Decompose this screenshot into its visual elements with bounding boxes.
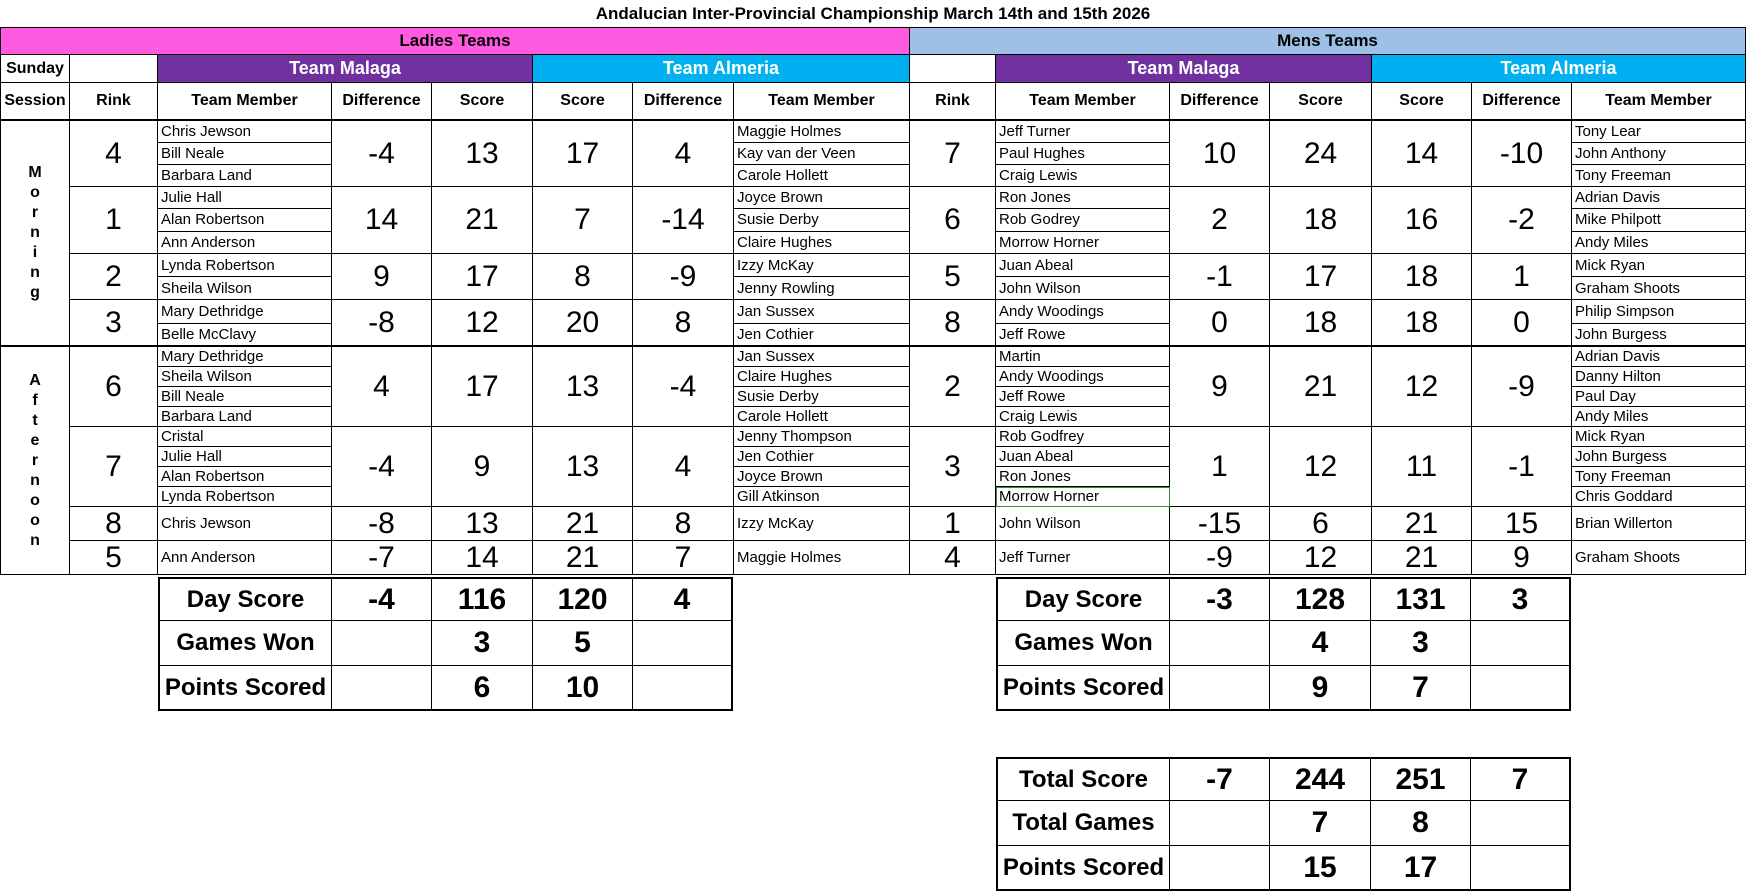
team-member-name[interactable]: Alan Robertson — [158, 209, 332, 231]
score-value[interactable]: 21 — [533, 541, 633, 575]
team-member-name[interactable]: Barbara Land — [158, 165, 332, 187]
score-value[interactable]: 16 — [1372, 187, 1472, 254]
summary-label[interactable]: Points Scored — [996, 666, 1170, 711]
team-member-name[interactable]: Mike Philpott — [1572, 209, 1746, 231]
difference-value[interactable]: -14 — [633, 187, 734, 254]
summary-value[interactable]: 9 — [1270, 666, 1371, 711]
difference-value[interactable]: 4 — [633, 121, 734, 187]
ladies-teams-header[interactable]: Ladies Teams — [0, 27, 910, 55]
summary-value[interactable]: 244 — [1270, 757, 1371, 801]
summary-value[interactable]: 120 — [533, 577, 633, 621]
team-member-name[interactable]: Mary Dethridge — [158, 300, 332, 324]
summary-label[interactable]: Games Won — [158, 621, 332, 666]
summary-value[interactable] — [1170, 666, 1270, 711]
difference-value[interactable]: -15 — [1170, 507, 1270, 541]
session-letter: o — [30, 511, 40, 529]
team-member-name[interactable]: John Wilson — [996, 507, 1170, 541]
team-member-name[interactable]: John Burgess — [1572, 447, 1746, 467]
team-member-name[interactable]: Tony Freeman — [1572, 467, 1746, 487]
summary-value[interactable]: -3 — [1170, 577, 1270, 621]
team-member-name[interactable]: Andy Miles — [1572, 232, 1746, 254]
summary-value[interactable] — [1471, 846, 1571, 891]
team-member-name[interactable]: John Anthony — [1572, 143, 1746, 165]
sheet-title[interactable]: Andalucian Inter-Provincial Championship March 14th and 15th 2026 — [595, 3, 1151, 23]
difference-value[interactable]: 9 — [1472, 541, 1572, 575]
difference-value[interactable]: 1 — [1170, 427, 1270, 507]
team-member-name[interactable]: Izzy McKay — [734, 254, 910, 277]
summary-value[interactable]: -4 — [332, 577, 432, 621]
team-member-name[interactable]: Adrian Davis — [1572, 187, 1746, 209]
score-value[interactable]: 7 — [533, 187, 633, 254]
rink-number[interactable]: 4 — [70, 121, 158, 187]
difference-value[interactable]: -8 — [332, 300, 432, 347]
team-member-name[interactable]: Joyce Brown — [734, 187, 910, 209]
session-letter: n — [30, 471, 40, 489]
summary-value[interactable]: 116 — [432, 577, 533, 621]
col-header-difference[interactable]: Difference — [332, 83, 432, 121]
team-member-name[interactable]: John Wilson — [996, 277, 1170, 300]
session-letter: t — [32, 411, 38, 429]
summary-value[interactable]: 3 — [1371, 621, 1471, 666]
session-letter: n — [30, 264, 40, 281]
difference-value[interactable]: -4 — [633, 347, 734, 427]
team-member-name[interactable]: Lynda Robertson — [158, 254, 332, 277]
rink-number[interactable]: 5 — [910, 254, 996, 300]
difference-value[interactable]: -9 — [1472, 347, 1572, 427]
team-member-name[interactable]: Lynda Robertson — [158, 487, 332, 507]
session-letter: o — [30, 491, 40, 509]
rink-number[interactable]: 2 — [70, 254, 158, 300]
summary-value[interactable] — [332, 621, 432, 666]
team-member-name[interactable]: Graham Shoots — [1572, 277, 1746, 300]
col-header-score[interactable]: Score — [1372, 83, 1472, 121]
team-member-name[interactable]: Brian Willerton — [1572, 507, 1746, 541]
score-value[interactable]: 9 — [432, 427, 533, 507]
team-member-name[interactable]: Morrow Horner — [996, 487, 1170, 507]
difference-value[interactable]: -10 — [1472, 121, 1572, 187]
summary-label[interactable]: Total Games — [996, 801, 1170, 846]
difference-value[interactable]: 15 — [1472, 507, 1572, 541]
team-member-name[interactable]: Joyce Brown — [734, 467, 910, 487]
team-member-name[interactable]: Jen Cothier — [734, 324, 910, 348]
difference-value[interactable]: 2 — [1170, 187, 1270, 254]
summary-value[interactable]: 5 — [533, 621, 633, 666]
team-member-name[interactable]: Ann Anderson — [158, 541, 332, 575]
team-member-name[interactable]: Jeff Rowe — [996, 324, 1170, 348]
team-member-name[interactable]: Julie Hall — [158, 187, 332, 209]
summary-value[interactable]: 10 — [533, 666, 633, 711]
score-value[interactable]: 21 — [432, 187, 533, 254]
rink-number[interactable]: 2 — [910, 347, 996, 427]
difference-value[interactable]: -2 — [1472, 187, 1572, 254]
difference-value[interactable]: 0 — [1472, 300, 1572, 347]
col-header-difference[interactable]: Difference — [633, 83, 734, 121]
session-letter: g — [30, 284, 40, 301]
summary-value[interactable]: 4 — [1270, 621, 1371, 666]
difference-value[interactable]: 0 — [1170, 300, 1270, 347]
summary-value[interactable] — [633, 621, 733, 666]
score-value[interactable]: 21 — [1372, 541, 1472, 575]
rink-number[interactable]: 1 — [70, 187, 158, 254]
summary-value[interactable] — [332, 666, 432, 711]
team-member-name[interactable]: Danny Hilton — [1572, 367, 1746, 387]
team-member-name[interactable]: Kay van der Veen — [734, 143, 910, 165]
score-value[interactable]: 17 — [533, 121, 633, 187]
rink-number[interactable]: 1 — [910, 507, 996, 541]
team-member-name[interactable]: Cristal — [158, 427, 332, 447]
team-member-name[interactable]: Chris Jewson — [158, 121, 332, 143]
score-value[interactable]: 21 — [1372, 507, 1472, 541]
session-letter: r — [31, 451, 39, 469]
session-letter: e — [30, 431, 40, 449]
team-member-name[interactable]: Carole Hollett — [734, 165, 910, 187]
score-value[interactable]: 12 — [432, 300, 533, 347]
score-value[interactable]: 18 — [1270, 300, 1372, 347]
team-member-name[interactable]: Mick Ryan — [1572, 427, 1746, 447]
difference-value[interactable]: -4 — [332, 427, 432, 507]
score-value[interactable]: 21 — [1270, 347, 1372, 427]
team-member-name[interactable]: Jenny Rowling — [734, 277, 910, 300]
team-member-name[interactable]: Andy Miles — [1572, 407, 1746, 427]
summary-value[interactable] — [1471, 666, 1571, 711]
score-value[interactable]: 18 — [1372, 254, 1472, 300]
rink-number[interactable]: 3 — [910, 427, 996, 507]
team-member-name[interactable]: Philip Simpson — [1572, 300, 1746, 324]
blank-cell[interactable] — [910, 55, 996, 83]
score-value[interactable]: 13 — [533, 347, 633, 427]
score-value[interactable]: 17 — [1270, 254, 1372, 300]
score-value[interactable]: 17 — [432, 254, 533, 300]
score-value[interactable]: 17 — [432, 347, 533, 427]
team-member-name[interactable]: Juan Abeal — [996, 447, 1170, 467]
score-value[interactable]: 18 — [1270, 187, 1372, 254]
summary-label[interactable]: Day Score — [996, 577, 1170, 621]
team-member-name[interactable]: Jenny Thompson — [734, 427, 910, 447]
team-member-name[interactable]: Jeff Rowe — [996, 387, 1170, 407]
team-member-name[interactable]: Susie Derby — [734, 209, 910, 231]
score-value[interactable]: 21 — [533, 507, 633, 541]
day-label[interactable]: Sunday — [0, 55, 70, 83]
team-member-name[interactable]: Andy Woodings — [996, 367, 1170, 387]
team-member-name[interactable]: Paul Day — [1572, 387, 1746, 407]
team-member-name[interactable]: Craig Lewis — [996, 407, 1170, 427]
difference-value[interactable]: 9 — [332, 254, 432, 300]
rink-number[interactable]: 8 — [910, 300, 996, 347]
score-value[interactable]: 14 — [1372, 121, 1472, 187]
session-label-afternoon[interactable] — [0, 347, 70, 575]
score-value[interactable]: 6 — [1270, 507, 1372, 541]
team-member-name[interactable]: Ron Jones — [996, 187, 1170, 209]
score-value[interactable]: 8 — [533, 254, 633, 300]
summary-value[interactable]: 4 — [633, 577, 733, 621]
team-member-name[interactable]: Chris Goddard — [1572, 487, 1746, 507]
difference-value[interactable]: 9 — [1170, 347, 1270, 427]
summary-label[interactable]: Total Score — [996, 757, 1170, 801]
team-member-name[interactable]: Barbara Land — [158, 407, 332, 427]
team-member-name[interactable]: Claire Hughes — [734, 232, 910, 254]
rink-number[interactable]: 7 — [910, 121, 996, 187]
difference-value[interactable]: 1 — [1472, 254, 1572, 300]
difference-value[interactable]: -8 — [332, 507, 432, 541]
session-letter: M — [28, 164, 42, 181]
rink-number[interactable]: 3 — [70, 300, 158, 347]
team-member-name[interactable]: Adrian Davis — [1572, 347, 1746, 367]
team-member-name[interactable]: Bill Neale — [158, 143, 332, 165]
summary-value[interactable]: 251 — [1371, 757, 1471, 801]
score-value[interactable]: 13 — [432, 507, 533, 541]
summary-value[interactable] — [1471, 801, 1571, 846]
col-header-rink[interactable]: Rink — [70, 83, 158, 121]
session-letter: A — [29, 371, 41, 389]
session-letter: n — [30, 531, 40, 549]
col-header-member[interactable]: Team Member — [734, 83, 910, 121]
team-member-name[interactable]: Chris Jewson — [158, 507, 332, 541]
difference-value[interactable]: 4 — [633, 427, 734, 507]
col-header-score[interactable]: Score — [1270, 83, 1372, 121]
team-member-name[interactable]: Morrow Horner — [996, 232, 1170, 254]
col-header-session[interactable]: Session — [0, 83, 70, 121]
team-member-name[interactable]: Claire Hughes — [734, 367, 910, 387]
ladies-team-malaga[interactable]: Team Malaga — [158, 55, 533, 83]
team-member-name[interactable]: Gill Atkinson — [734, 487, 910, 507]
summary-value[interactable]: 131 — [1371, 577, 1471, 621]
difference-value[interactable]: 10 — [1170, 121, 1270, 187]
summary-value[interactable]: 6 — [432, 666, 533, 711]
difference-value[interactable]: -9 — [633, 254, 734, 300]
score-value[interactable]: 20 — [533, 300, 633, 347]
col-header-score[interactable]: Score — [432, 83, 533, 121]
team-member-name[interactable]: Paul Hughes — [996, 143, 1170, 165]
col-header-difference[interactable]: Difference — [1472, 83, 1572, 121]
summary-value[interactable] — [1170, 846, 1270, 891]
team-member-name[interactable]: Belle McClavy — [158, 324, 332, 348]
team-member-name[interactable]: Alan Robertson — [158, 467, 332, 487]
score-value[interactable]: 11 — [1372, 427, 1472, 507]
summary-value[interactable]: 7 — [1471, 757, 1571, 801]
session-letter: f — [32, 391, 38, 409]
rink-number[interactable]: 6 — [70, 347, 158, 427]
mens-team-almeria[interactable]: Team Almeria — [1372, 55, 1746, 83]
difference-value[interactable]: 4 — [332, 347, 432, 427]
team-member-name[interactable]: Jeff Turner — [996, 121, 1170, 143]
team-member-name[interactable]: Andy Woodings — [996, 300, 1170, 324]
rink-number[interactable]: 4 — [910, 541, 996, 575]
score-value[interactable]: 13 — [432, 121, 533, 187]
col-header-rink[interactable]: Rink — [910, 83, 996, 121]
difference-value[interactable]: 8 — [633, 300, 734, 347]
summary-value[interactable]: 3 — [1471, 577, 1571, 621]
col-header-member[interactable]: Team Member — [1572, 83, 1746, 121]
session-label-morning[interactable] — [0, 121, 70, 347]
rink-number[interactable]: 6 — [910, 187, 996, 254]
team-member-name[interactable]: Sheila Wilson — [158, 367, 332, 387]
summary-value[interactable]: 3 — [432, 621, 533, 666]
summary-value[interactable] — [1471, 621, 1571, 666]
team-member-name[interactable]: Juan Abeal — [996, 254, 1170, 277]
summary-value[interactable] — [1170, 801, 1270, 846]
team-member-name[interactable]: Jan Sussex — [734, 347, 910, 367]
difference-value[interactable]: -4 — [332, 121, 432, 187]
team-member-name[interactable]: Bill Neale — [158, 387, 332, 407]
ladies-team-almeria[interactable]: Team Almeria — [533, 55, 910, 83]
team-member-name[interactable]: Graham Shoots — [1572, 541, 1746, 575]
team-member-name[interactable]: Sheila Wilson — [158, 277, 332, 300]
team-member-name[interactable]: Maggie Holmes — [734, 541, 910, 575]
team-member-name[interactable]: Izzy McKay — [734, 507, 910, 541]
team-member-name[interactable]: Tony Lear — [1572, 121, 1746, 143]
session-letter: i — [32, 244, 38, 261]
rink-number[interactable]: 5 — [70, 541, 158, 575]
score-value[interactable]: 18 — [1372, 300, 1472, 347]
team-member-name[interactable]: Rob Godrey — [996, 209, 1170, 231]
summary-label[interactable]: Day Score — [158, 577, 332, 621]
mens-team-malaga[interactable]: Team Malaga — [996, 55, 1372, 83]
session-letter: r — [31, 204, 39, 221]
team-member-name[interactable]: Jeff Turner — [996, 541, 1170, 575]
rink-number[interactable]: 8 — [70, 507, 158, 541]
difference-value[interactable]: 7 — [633, 541, 734, 575]
rink-number[interactable]: 7 — [70, 427, 158, 507]
summary-value[interactable]: 128 — [1270, 577, 1371, 621]
mens-teams-header[interactable]: Mens Teams — [910, 27, 1746, 55]
team-member-name[interactable]: Rob Godfrey — [996, 427, 1170, 447]
summary-value[interactable]: 17 — [1371, 846, 1471, 891]
summary-label[interactable]: Games Won — [996, 621, 1170, 666]
session-letter: o — [30, 184, 40, 201]
difference-value[interactable]: -1 — [1472, 427, 1572, 507]
summary-value[interactable] — [633, 666, 733, 711]
summary-label[interactable]: Points Scored — [996, 846, 1170, 891]
team-member-name[interactable]: John Burgess — [1572, 324, 1746, 348]
summary-value[interactable]: 8 — [1371, 801, 1471, 846]
difference-value[interactable]: 14 — [332, 187, 432, 254]
score-value[interactable]: 13 — [533, 427, 633, 507]
team-member-name[interactable]: Craig Lewis — [996, 165, 1170, 187]
difference-value[interactable]: -7 — [332, 541, 432, 575]
summary-value[interactable]: -7 — [1170, 757, 1270, 801]
team-member-name[interactable]: Susie Derby — [734, 387, 910, 407]
team-member-name[interactable]: Mary Dethridge — [158, 347, 332, 367]
score-value[interactable]: 24 — [1270, 121, 1372, 187]
score-value[interactable]: 14 — [432, 541, 533, 575]
col-header-member[interactable]: Team Member — [158, 83, 332, 121]
summary-value[interactable]: 7 — [1270, 801, 1371, 846]
team-member-name[interactable]: Jan Sussex — [734, 300, 910, 324]
session-letter: n — [30, 224, 40, 241]
difference-value[interactable]: -9 — [1170, 541, 1270, 575]
col-header-score[interactable]: Score — [533, 83, 633, 121]
summary-value[interactable]: 7 — [1371, 666, 1471, 711]
summary-value[interactable]: 15 — [1270, 846, 1371, 891]
team-member-name[interactable]: Maggie Holmes — [734, 121, 910, 143]
summary-value[interactable] — [1170, 621, 1270, 666]
col-header-difference[interactable]: Difference — [1170, 83, 1270, 121]
score-value[interactable]: 12 — [1270, 427, 1372, 507]
team-member-name[interactable]: Mick Ryan — [1572, 254, 1746, 277]
summary-label[interactable]: Points Scored — [158, 666, 332, 711]
score-value[interactable]: 12 — [1270, 541, 1372, 575]
team-member-name[interactable]: Carole Hollett — [734, 407, 910, 427]
col-header-member[interactable]: Team Member — [996, 83, 1170, 121]
difference-value[interactable]: -1 — [1170, 254, 1270, 300]
blank-cell[interactable] — [70, 55, 158, 83]
team-member-name[interactable]: Julie Hall — [158, 447, 332, 467]
team-member-name[interactable]: Ann Anderson — [158, 232, 332, 254]
team-member-name[interactable]: Tony Freeman — [1572, 165, 1746, 187]
team-member-name[interactable]: Ron Jones — [996, 467, 1170, 487]
difference-value[interactable]: 8 — [633, 507, 734, 541]
team-member-name[interactable]: Martin — [996, 347, 1170, 367]
team-member-name[interactable]: Jen Cothier — [734, 447, 910, 467]
score-value[interactable]: 12 — [1372, 347, 1472, 427]
